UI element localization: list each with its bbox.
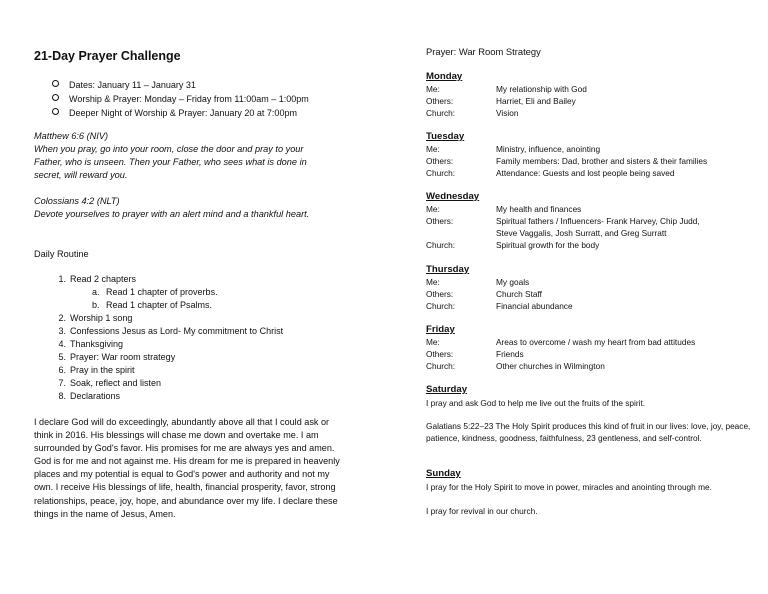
saturday-text: I pray and ask God to help me live out the fruits of the spirit. bbox=[426, 398, 646, 408]
row-label: Church: bbox=[426, 301, 456, 311]
verse-2-text: Devote yourselves to prayer with an alert mind and a thankful heart. bbox=[34, 209, 310, 219]
galatians-verse: Galatians 5:22–23 The Holy Spirit produces this kind of fruit in our lives: love, joy, peace, patience, kindness, goodness, faithfulness, 23 gentleness, and self-control. bbox=[426, 421, 751, 443]
row-value: Steve Vaggalis, Josh Surratt, and Greg Surratt bbox=[496, 228, 667, 238]
routine-sub-number: a. bbox=[92, 287, 100, 297]
war-room-heading: Prayer: War Room Strategy bbox=[426, 46, 541, 57]
row-label: Church: bbox=[426, 240, 456, 250]
routine-number: 4. bbox=[58, 339, 66, 349]
routine-step: Confessions Jesus as Lord- My commitment to Christ bbox=[70, 326, 284, 336]
row-label: Others: bbox=[426, 96, 454, 106]
row-label: Me: bbox=[426, 84, 440, 94]
day-heading-tuesday: Tuesday bbox=[426, 131, 465, 142]
routine-step: Worship 1 song bbox=[70, 313, 133, 323]
row-label: Church: bbox=[426, 108, 456, 118]
row-label: Me: bbox=[426, 337, 440, 347]
row-label: Others: bbox=[426, 349, 454, 359]
routine-number: 3. bbox=[58, 326, 66, 336]
row-value: My relationship with God bbox=[496, 84, 587, 94]
day-heading-saturday: Saturday bbox=[426, 384, 468, 395]
row-value: Financial abundance bbox=[496, 301, 573, 311]
row-value: Friends bbox=[496, 349, 524, 359]
bullet-dates: Dates: January 11 – January 31 bbox=[52, 80, 196, 90]
row-value: Ministry, influence, anointing bbox=[496, 144, 601, 154]
day-heading-thursday: Thursday bbox=[426, 264, 470, 275]
row-value: Spiritual fathers / Influencers- Frank Harvey, Chip Judd, bbox=[496, 216, 700, 226]
bullet-icon bbox=[52, 80, 59, 87]
row-label: Me: bbox=[426, 277, 440, 287]
bullet-icon bbox=[52, 108, 59, 115]
routine-step: Read 2 chapters bbox=[70, 274, 137, 284]
sunday-text: I pray for the Holy Spirit to move in power, miracles and anointing through me. bbox=[426, 482, 712, 492]
routine-heading: Daily Routine bbox=[34, 249, 89, 259]
row-label: Others: bbox=[426, 156, 454, 166]
routine-step: Declarations bbox=[70, 391, 121, 401]
verse-1-reference: Matthew 6:6 (NIV) bbox=[34, 131, 109, 141]
row-label: Me: bbox=[426, 144, 440, 154]
day-heading-monday: Monday bbox=[426, 71, 463, 82]
row-value: Vision bbox=[496, 108, 519, 118]
day-heading-friday: Friday bbox=[426, 324, 455, 335]
routine-step: Thanksgiving bbox=[70, 339, 124, 349]
routine-number: 6. bbox=[58, 365, 66, 375]
routine-sub-number: b. bbox=[92, 300, 100, 310]
declaration-paragraph: I declare God will do exceedingly, abundantly above all that I could ask or think in 2016. His blessings will chase me down and overtake me. I am surrounded by God's favor. His promises for me are always yes and amen. God is for me and not against me. His dream for me is prepared in heavenly places and my potential is equal to God's power and authority and not my own. I receive His blessings of life, health, financial prosperity, favor, strong relationships, peace, joy, hope, and abundance over my life. I declare these things in the name of Jesus, Amen. bbox=[34, 417, 340, 519]
verse-2-reference: Colossians 4:2 (NLT) bbox=[34, 196, 120, 206]
row-value: My health and finances bbox=[496, 204, 582, 214]
row-label: Others: bbox=[426, 216, 454, 226]
bullet-worship: Worship & Prayer: Monday – Friday from 11:00am – 1:00pm bbox=[52, 94, 309, 104]
routine-number: 5. bbox=[58, 352, 66, 362]
routine-number: 7. bbox=[58, 378, 66, 388]
row-value: Spiritual growth for the body bbox=[496, 240, 600, 250]
row-label: Church: bbox=[426, 168, 456, 178]
routine-step: Soak, reflect and listen bbox=[70, 378, 162, 388]
row-value: Harriet, Eli and Bailey bbox=[496, 96, 576, 106]
routine-number: 8. bbox=[58, 391, 66, 401]
routine-sub-step: Read 1 chapter of Psalms. bbox=[106, 300, 213, 310]
row-label: Me: bbox=[426, 204, 440, 214]
bullet-deeper-night: Deeper Night of Worship & Prayer: January 20 at 7:00pm bbox=[52, 108, 297, 118]
routine-number: 2. bbox=[58, 313, 66, 323]
routine-sub-step: Read 1 chapter of proverbs. bbox=[106, 287, 218, 297]
routine-step: Prayer: War room strategy bbox=[70, 352, 176, 362]
row-value: My goals bbox=[496, 277, 530, 287]
day-heading-wednesday: Wednesday bbox=[426, 191, 480, 202]
verse-1-text: When you pray, go into your room, close the door and pray to your Father, who is unseen. Then your Father, who sees what is done in secret, will reward you. bbox=[34, 144, 307, 180]
row-value: Other churches in Wilmington bbox=[496, 361, 605, 371]
routine-step: Pray in the spirit bbox=[70, 365, 135, 375]
sunday-text-revival: I pray for revival in our church. bbox=[426, 506, 538, 516]
row-label: Church: bbox=[426, 361, 456, 371]
row-label: Others: bbox=[426, 289, 454, 299]
bullet-icon bbox=[52, 94, 59, 101]
row-value: Church Staff bbox=[496, 289, 542, 299]
row-value: Areas to overcome / wash my heart from bad attitudes bbox=[496, 337, 696, 347]
routine-number: 1. bbox=[58, 274, 66, 284]
day-heading-sunday: Sunday bbox=[426, 468, 461, 479]
row-value: Family members: Dad, brother and sisters & their families bbox=[496, 156, 708, 166]
row-value: Attendance: Guests and lost people being saved bbox=[496, 168, 675, 178]
page-title: 21-Day Prayer Challenge bbox=[34, 49, 181, 63]
